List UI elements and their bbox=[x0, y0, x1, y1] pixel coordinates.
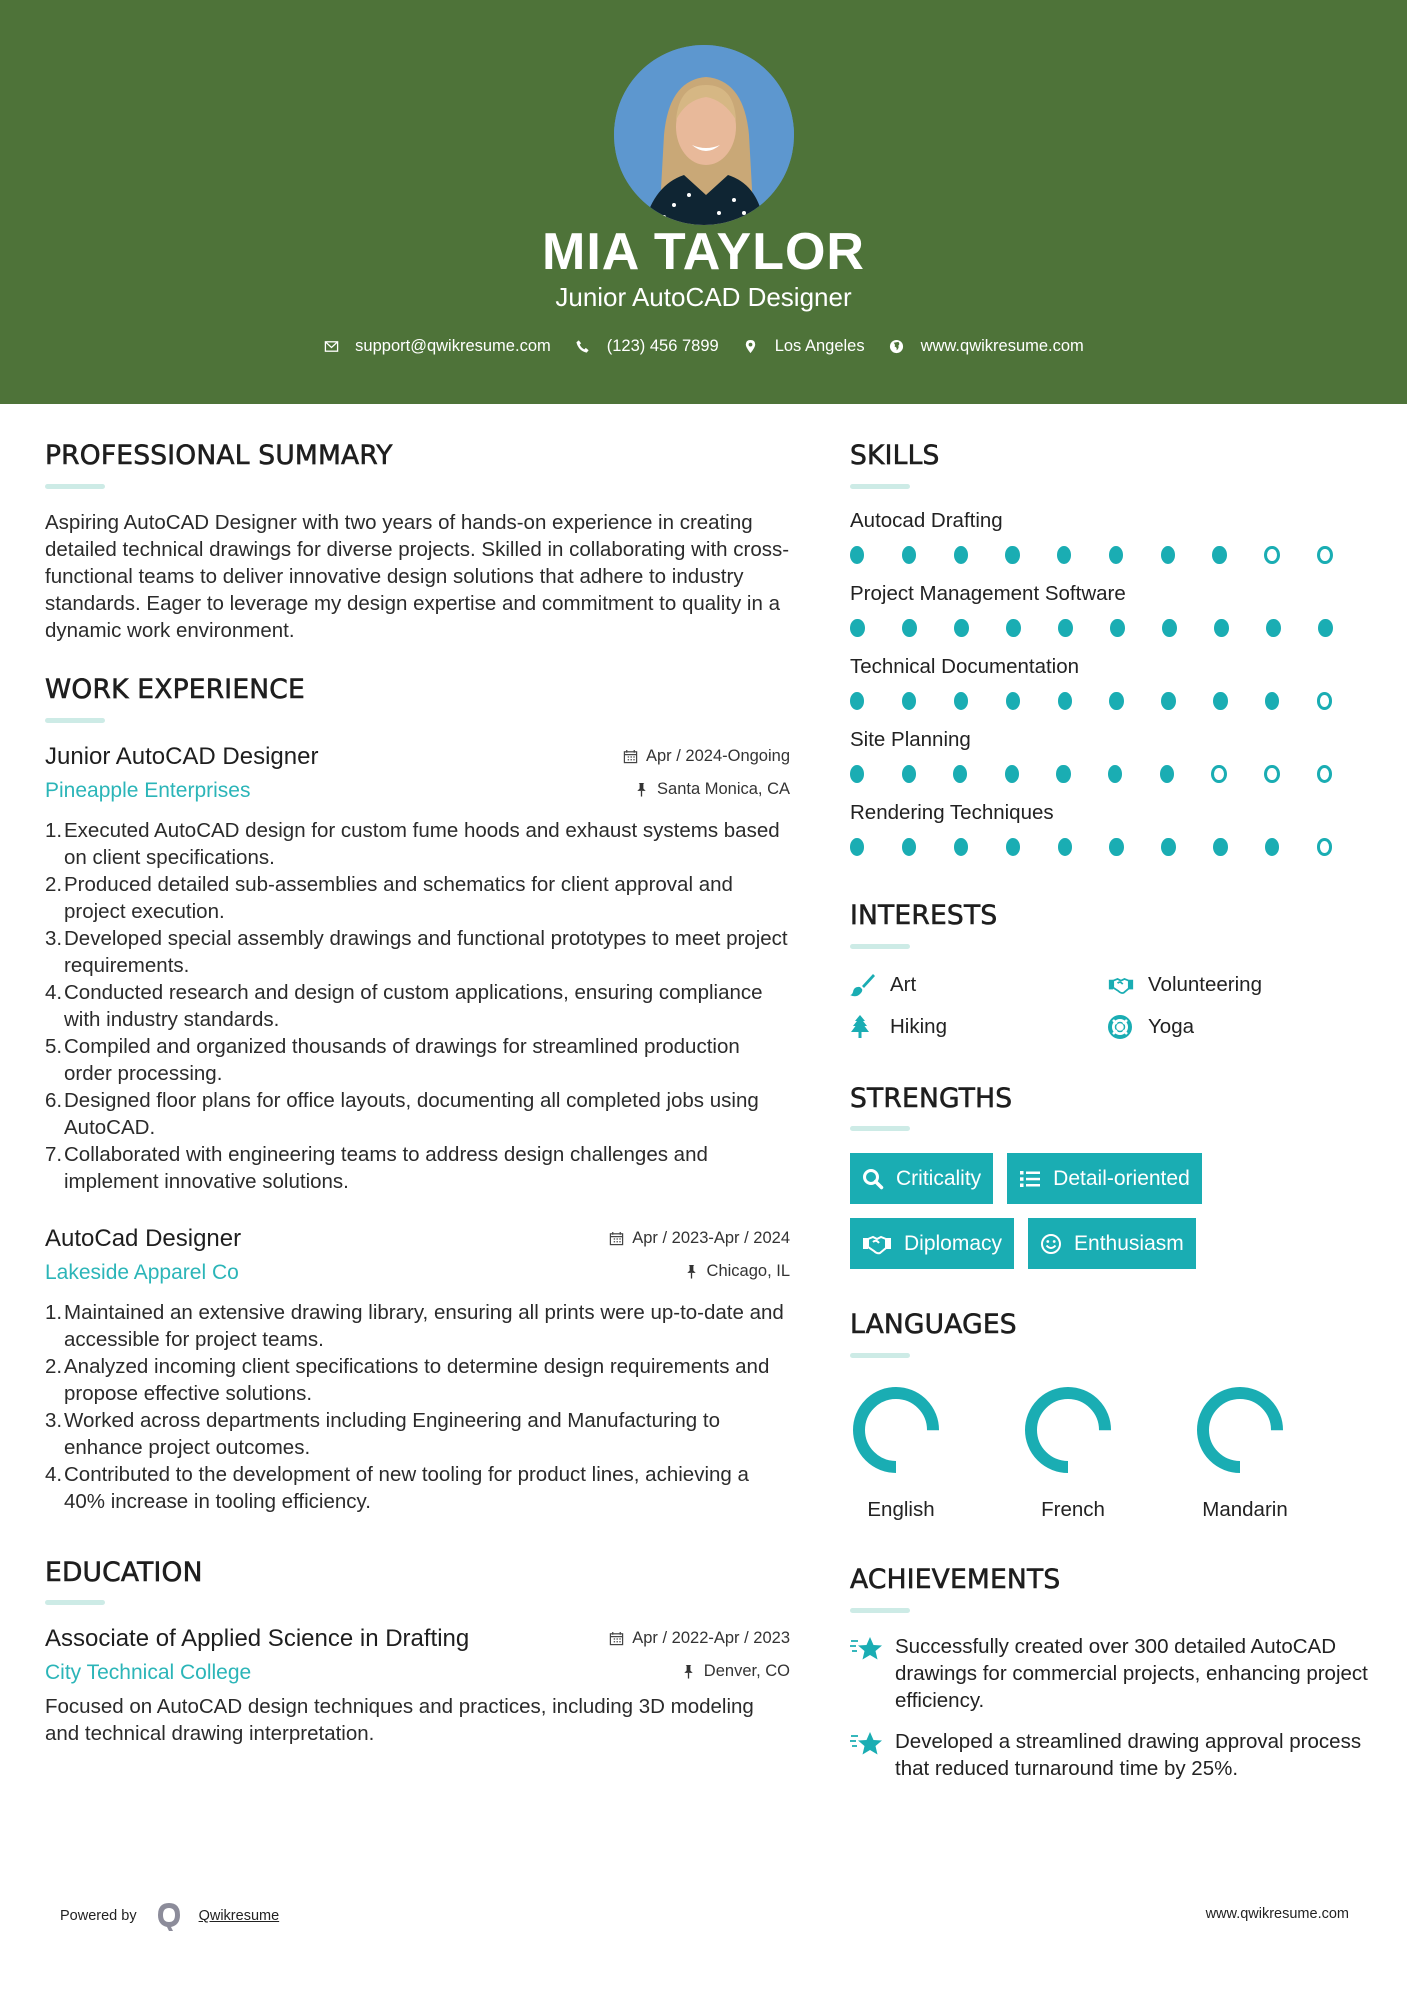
contact-row bbox=[0, 337, 1407, 356]
skill-rating bbox=[850, 765, 1370, 783]
rating-dot-filled bbox=[1318, 619, 1333, 637]
achievement-item bbox=[850, 1728, 1370, 1782]
rating-dot-empty bbox=[1211, 765, 1226, 783]
contact-phone[interactable] bbox=[575, 337, 719, 356]
section-heading: SKILLS bbox=[850, 440, 940, 471]
star-achievement-icon bbox=[850, 1635, 884, 1665]
interests-list bbox=[850, 973, 1370, 1039]
rating-dot-filled bbox=[1006, 692, 1020, 710]
language-ring bbox=[850, 1384, 942, 1476]
section-heading: STRENGTHS bbox=[850, 1082, 1013, 1114]
languages-section bbox=[850, 1309, 1370, 1522]
rating-dot-filled bbox=[1161, 692, 1175, 710]
list-item: 2. Analyzed incoming client specifications to determine design requirements and propose effective solutions. bbox=[45, 1354, 770, 1405]
skill-item bbox=[850, 580, 1370, 637]
heading-underline bbox=[850, 484, 910, 489]
phone-text: (123) 456 7899 bbox=[606, 337, 719, 355]
rating-dot-filled bbox=[1161, 546, 1175, 564]
search-icon bbox=[862, 1168, 884, 1190]
rating-dot-filled bbox=[850, 546, 864, 564]
dates-text: Apr / 2022-Apr / 2023 bbox=[632, 1629, 790, 1648]
job-entry bbox=[45, 1225, 790, 1515]
envelope-icon bbox=[323, 339, 339, 355]
rating-dot-filled bbox=[850, 692, 864, 710]
rating-dot-filled bbox=[1110, 619, 1125, 637]
powered-by-text: Powered by bbox=[60, 1908, 137, 1924]
rating-dot-filled bbox=[1265, 692, 1279, 710]
interests-section bbox=[850, 900, 1370, 1039]
rating-dot-empty bbox=[1317, 765, 1332, 783]
achievements-section bbox=[850, 1564, 1370, 1782]
language-ring bbox=[1194, 1384, 1286, 1476]
handshake-icon bbox=[862, 1233, 892, 1255]
skill-rating bbox=[850, 619, 1370, 637]
rating-dot-filled bbox=[1161, 838, 1175, 856]
rating-dot-filled bbox=[954, 692, 968, 710]
language-ring bbox=[1022, 1384, 1114, 1476]
strength-label: Enthusiasm bbox=[1074, 1231, 1184, 1255]
right-column bbox=[850, 440, 1370, 1782]
interest-label: Art bbox=[890, 972, 917, 996]
skills-section bbox=[850, 440, 1370, 856]
skill-name: Technical Documentation bbox=[850, 654, 1080, 678]
experience-section bbox=[45, 674, 790, 1515]
list-item: 1. Maintained an extensive drawing library, ensuring all prints were up-to-date and accessible for project teams. bbox=[45, 1300, 784, 1351]
rating-dot-filled bbox=[902, 619, 917, 637]
strengths-list bbox=[850, 1153, 1370, 1283]
section-heading: ACHIEVEMENTS bbox=[850, 1564, 1061, 1596]
job-location bbox=[634, 780, 790, 799]
strength-tag bbox=[1028, 1218, 1196, 1269]
skill-rating bbox=[850, 692, 1370, 710]
language-item bbox=[1022, 1384, 1194, 1522]
language-name: French bbox=[1041, 1498, 1105, 1522]
rating-dot-filled bbox=[1213, 838, 1227, 856]
website-text: www.qwikresume.com bbox=[920, 337, 1084, 355]
skills-list bbox=[850, 507, 1370, 856]
strength-tag bbox=[1007, 1153, 1202, 1204]
rating-dot-filled bbox=[1006, 838, 1020, 856]
lifebuoy-icon bbox=[1108, 1015, 1134, 1039]
job-title: Junior AutoCAD Designer bbox=[45, 742, 319, 770]
education-description: Focused on AutoCAD design techniques and practices, including 3D modeling and technical drawing interpretation. bbox=[45, 1695, 754, 1746]
list-item: 1. Executed AutoCAD design for custom fume hoods and exhaust systems based on client specifications. bbox=[45, 818, 780, 869]
rating-dot-filled bbox=[1006, 619, 1021, 637]
pushpin-icon bbox=[681, 1664, 696, 1679]
rating-dot-filled bbox=[954, 619, 969, 637]
skill-item bbox=[850, 653, 1370, 710]
job-bullets bbox=[45, 1299, 790, 1515]
list-item: 3. Developed special assembly drawings and functional prototypes to meet project requirements. bbox=[45, 926, 788, 977]
job-entry bbox=[45, 743, 790, 1195]
rating-dot-filled bbox=[1160, 765, 1174, 783]
heading-underline bbox=[850, 1608, 910, 1613]
rating-dot-filled bbox=[902, 692, 916, 710]
heading-underline bbox=[45, 718, 105, 723]
rating-dot-filled bbox=[1058, 619, 1073, 637]
section-heading: LANGUAGES bbox=[850, 1309, 1017, 1341]
interest-item bbox=[1108, 1015, 1358, 1039]
pushpin-icon bbox=[684, 1264, 699, 1279]
language-name: English bbox=[867, 1498, 935, 1522]
achievement-text: Successfully created over 300 detailed AutoCAD drawings for commercial projects, enhancing project efficiency. bbox=[895, 1634, 1368, 1712]
rating-dot-filled bbox=[1005, 765, 1019, 783]
list-item: 6. Designed floor plans for office layouts, documenting all completed jobs using AutoCAD. bbox=[45, 1088, 759, 1139]
rating-dot-empty bbox=[1317, 838, 1333, 856]
achievement-item bbox=[850, 1633, 1370, 1714]
strength-tag bbox=[850, 1218, 1014, 1269]
calendar-icon bbox=[609, 1631, 624, 1646]
phone-icon bbox=[575, 339, 591, 355]
education-location bbox=[681, 1662, 790, 1681]
smile-icon bbox=[1040, 1233, 1062, 1255]
language-item bbox=[850, 1384, 1022, 1522]
interest-item bbox=[1108, 973, 1358, 997]
skill-item bbox=[850, 507, 1370, 564]
list-item: 4. Conducted research and design of custom applications, ensuring compliance with industry standards. bbox=[45, 980, 763, 1031]
school-name: City Technical College bbox=[45, 1661, 252, 1685]
heading-underline bbox=[850, 944, 910, 949]
section-heading: INTERESTS bbox=[850, 899, 998, 931]
rating-dot-filled bbox=[1214, 619, 1229, 637]
job-dates bbox=[609, 1229, 790, 1248]
location-text: Santa Monica, CA bbox=[657, 779, 790, 798]
job-bullets bbox=[45, 817, 790, 1195]
profile-photo-icon bbox=[614, 45, 794, 225]
email-text: support@qwikresume.com bbox=[355, 337, 551, 355]
rating-dot-filled bbox=[1213, 692, 1227, 710]
rating-dot-filled bbox=[954, 838, 968, 856]
location-text: Chicago, IL bbox=[706, 1261, 790, 1280]
education-section bbox=[45, 1557, 790, 1748]
rating-dot-filled bbox=[1005, 546, 1019, 564]
candidate-name: MIA TAYLOR bbox=[542, 223, 865, 281]
strength-label: Criticality bbox=[896, 1166, 982, 1190]
job-title: AutoCad Designer bbox=[45, 1224, 242, 1252]
rating-dot-filled bbox=[850, 619, 865, 637]
contact-location bbox=[743, 337, 865, 356]
summary-text: Aspiring AutoCAD Designer with two years of hands-on experience in creating detailed technical drawings for diverse projects. Skilled in collaborating with cross-functional teams to deliver innovative design solutions that adhere to industry standards. Eager to leverage my design expertise and commitment to quality in a dynamic work environment. bbox=[45, 510, 790, 642]
rating-dot-filled bbox=[1162, 619, 1177, 637]
rating-dot-filled bbox=[902, 546, 916, 564]
education-dates bbox=[609, 1629, 790, 1648]
rating-dot-filled bbox=[1057, 546, 1071, 564]
list-icon bbox=[1019, 1168, 1041, 1190]
achievement-text: Developed a streamlined drawing approval process that reduced turnaround time by 25%. bbox=[895, 1729, 1362, 1780]
heading-underline bbox=[850, 1126, 910, 1131]
rating-dot-empty bbox=[1264, 546, 1280, 564]
skill-rating bbox=[850, 838, 1370, 856]
paintbrush-icon bbox=[850, 973, 876, 997]
rating-dot-filled bbox=[954, 546, 968, 564]
heading-underline bbox=[45, 484, 105, 489]
rating-dot-filled bbox=[902, 838, 916, 856]
degree-title: Associate of Applied Science in Drafting bbox=[45, 1625, 470, 1653]
heading-underline bbox=[45, 1600, 105, 1605]
qwikresume-link[interactable]: Qwikresume bbox=[198, 1908, 280, 1924]
skill-name: Project Management Software bbox=[850, 581, 1126, 605]
languages-list bbox=[850, 1384, 1370, 1522]
list-item: 5. Compiled and organized thousands of drawings for streamlined production order processing. bbox=[45, 1034, 740, 1085]
rating-dot-filled bbox=[1108, 765, 1122, 783]
calendar-icon bbox=[609, 1231, 624, 1246]
profile-photo bbox=[614, 45, 794, 225]
handshake-icon bbox=[1108, 973, 1134, 997]
map-pin-icon bbox=[743, 339, 759, 355]
qwikresume-logo-icon bbox=[153, 1900, 185, 1932]
rating-dot-filled bbox=[1266, 619, 1281, 637]
rating-dot-filled bbox=[1212, 546, 1226, 564]
rating-dot-filled bbox=[1265, 838, 1279, 856]
job-dates bbox=[623, 747, 790, 766]
summary-section bbox=[45, 440, 790, 644]
rating-dot-filled bbox=[1109, 546, 1123, 564]
strengths-section bbox=[850, 1083, 1370, 1284]
list-item: 4. Contributed to the development of new tooling for product lines, achieving a 40% increase in tooling efficiency. bbox=[45, 1462, 749, 1513]
rating-dot-filled bbox=[1058, 838, 1072, 856]
skill-item bbox=[850, 726, 1370, 783]
left-column bbox=[45, 440, 790, 1747]
skill-name: Rendering Techniques bbox=[850, 800, 1054, 824]
star-achievement-icon bbox=[850, 1730, 884, 1760]
rating-dot-filled bbox=[850, 765, 864, 783]
section-heading: EDUCATION bbox=[45, 1556, 203, 1588]
tree-icon bbox=[850, 1015, 876, 1039]
rating-dot-filled bbox=[1058, 692, 1072, 710]
skill-name: Site Planning bbox=[850, 727, 971, 751]
pushpin-icon bbox=[634, 782, 649, 797]
skill-item bbox=[850, 799, 1370, 856]
interest-label: Yoga bbox=[1148, 1014, 1194, 1038]
calendar-icon bbox=[623, 749, 638, 764]
list-item: 2. Produced detailed sub-assemblies and schematics for client approval and project execution. bbox=[45, 872, 733, 923]
interest-label: Volunteering bbox=[1148, 972, 1262, 996]
education-entry bbox=[45, 1625, 790, 1747]
resume-header bbox=[0, 0, 1407, 404]
achievements-list bbox=[850, 1633, 1370, 1782]
rating-dot-filled bbox=[1109, 838, 1123, 856]
rating-dot-filled bbox=[902, 765, 916, 783]
contact-email[interactable] bbox=[323, 337, 551, 356]
dates-text: Apr / 2024-Ongoing bbox=[645, 746, 790, 765]
list-item: 7. Collaborated with engineering teams to address design challenges and implement innovative solutions. bbox=[45, 1142, 708, 1193]
interest-item bbox=[850, 973, 1108, 997]
rating-dot-filled bbox=[1056, 765, 1070, 783]
footer-powered-by bbox=[60, 1900, 279, 1932]
dates-text: Apr / 2023-Apr / 2024 bbox=[632, 1228, 790, 1247]
rating-dot-empty bbox=[1264, 765, 1279, 783]
interest-item bbox=[850, 1015, 1108, 1039]
location-text: Los Angeles bbox=[774, 337, 865, 355]
rating-dot-filled bbox=[850, 838, 864, 856]
rating-dot-empty bbox=[1317, 546, 1333, 564]
rating-dot-empty bbox=[1317, 692, 1333, 710]
section-heading: WORK EXPERIENCE bbox=[45, 673, 305, 705]
company-name: Pineapple Enterprises bbox=[45, 778, 251, 802]
globe-icon bbox=[889, 339, 905, 355]
location-text: Denver, CO bbox=[703, 1662, 790, 1681]
language-name: Mandarin bbox=[1202, 1498, 1288, 1522]
strength-label: Detail-oriented bbox=[1053, 1166, 1190, 1190]
rating-dot-filled bbox=[953, 765, 967, 783]
candidate-title: Junior AutoCAD Designer bbox=[555, 282, 852, 312]
job-location bbox=[684, 1262, 790, 1281]
interest-label: Hiking bbox=[890, 1014, 947, 1038]
section-heading: PROFESSIONAL SUMMARY bbox=[45, 440, 393, 471]
rating-dot-filled bbox=[1109, 692, 1123, 710]
list-item: 3. Worked across departments including Engineering and Manufacturing to enhance project outcomes. bbox=[45, 1408, 720, 1459]
skill-name: Autocad Drafting bbox=[850, 508, 1003, 532]
company-name: Lakeside Apparel Co bbox=[45, 1260, 239, 1284]
language-item bbox=[1194, 1384, 1366, 1522]
skill-rating bbox=[850, 546, 1370, 564]
contact-website[interactable] bbox=[889, 337, 1084, 356]
strength-tag bbox=[850, 1153, 993, 1204]
footer-website[interactable]: www.qwikresume.com bbox=[1205, 1906, 1349, 1922]
strength-label: Diplomacy bbox=[904, 1231, 1003, 1255]
heading-underline bbox=[850, 1353, 910, 1358]
